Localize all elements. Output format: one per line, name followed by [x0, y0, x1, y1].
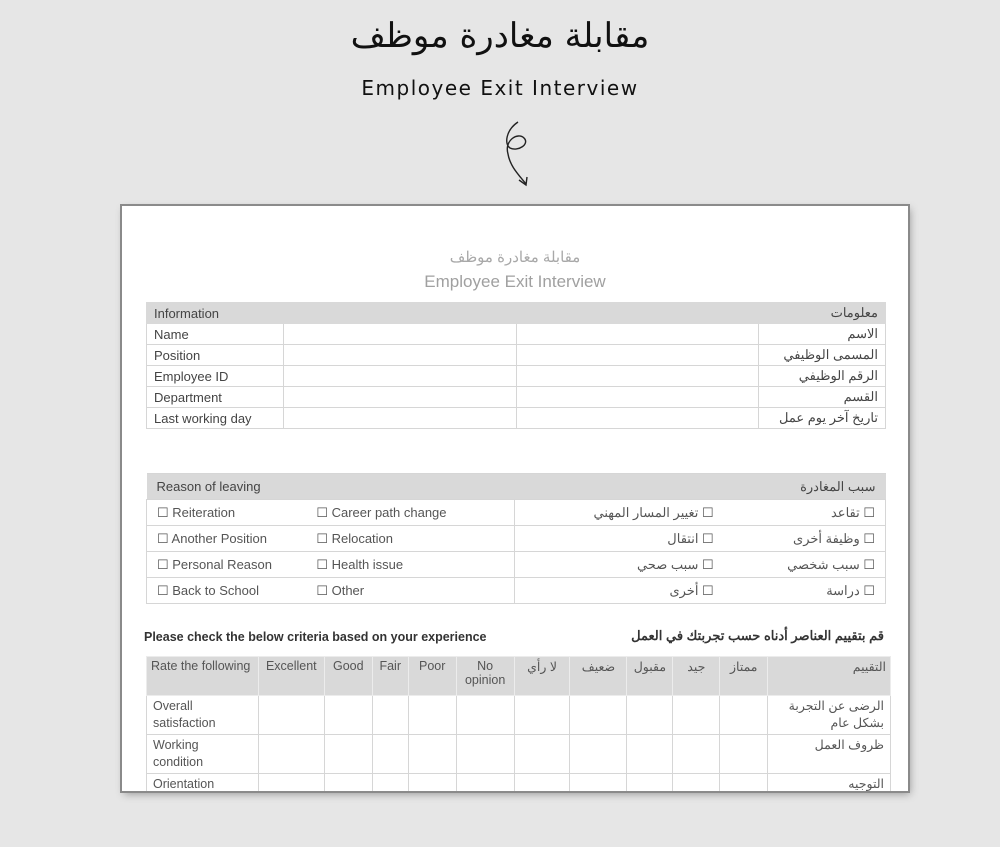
field-label-arabic: الاسم	[759, 324, 886, 345]
rating-cell[interactable]	[514, 735, 570, 774]
position-input-cell-arabic[interactable]	[516, 345, 759, 366]
rating-cell[interactable]	[570, 696, 627, 735]
column-header: Fair	[372, 657, 408, 696]
form-document	[122, 206, 908, 791]
table-row	[147, 366, 886, 387]
column-header: Excellent	[258, 657, 324, 696]
criteria-label: Working condition	[147, 735, 259, 774]
rating-cell[interactable]	[720, 735, 768, 774]
criteria-label-arabic: التوجيه	[768, 774, 891, 792]
reason-table	[146, 473, 886, 604]
field-label-arabic: تاريخ آخر يوم عمل	[759, 408, 886, 429]
checkbox-option[interactable]: ☐ Reiteration	[147, 500, 307, 526]
rating-header-row	[147, 657, 891, 696]
information-header-row	[147, 303, 886, 324]
rating-cell[interactable]	[627, 774, 673, 792]
checkbox-option-arabic[interactable]: ☐ دراسة	[724, 578, 886, 604]
rating-cell[interactable]	[627, 696, 673, 735]
criteria-label: Orientation	[147, 774, 259, 792]
rating-cell[interactable]	[673, 774, 720, 792]
rating-cell[interactable]	[673, 696, 720, 735]
rating-cell[interactable]	[408, 735, 456, 774]
column-header: Rate the following	[147, 657, 259, 696]
checkbox-option-arabic[interactable]: ☐ سبب شخصي	[724, 552, 886, 578]
table-row	[147, 387, 886, 408]
information-heading: Information	[147, 303, 517, 324]
information-table	[146, 302, 886, 429]
column-header: ضعيف	[570, 657, 627, 696]
criteria-label-arabic: ظروف العمل	[768, 735, 891, 774]
rating-cell[interactable]	[514, 774, 570, 792]
column-header: مقبول	[627, 657, 673, 696]
column-header: جيد	[673, 657, 720, 696]
reason-heading: Reason of leaving	[147, 474, 515, 500]
rating-cell[interactable]	[258, 696, 324, 735]
department-input-cell-arabic[interactable]	[516, 387, 759, 408]
checkbox-option[interactable]: ☐ Health issue	[306, 552, 514, 578]
rating-cell[interactable]	[720, 696, 768, 735]
checkbox-option[interactable]: ☐ Back to School	[147, 578, 307, 604]
department-input-cell[interactable]	[283, 387, 516, 408]
checkbox-option[interactable]: ☐ Career path change	[306, 500, 514, 526]
rating-cell[interactable]	[720, 774, 768, 792]
table-row	[147, 345, 886, 366]
table-row	[147, 408, 886, 429]
column-header: Poor	[408, 657, 456, 696]
checkbox-option[interactable]: ☐ Personal Reason	[147, 552, 307, 578]
last-working-day-input-cell-arabic[interactable]	[516, 408, 759, 429]
employee-id-input-cell-arabic[interactable]	[516, 366, 759, 387]
reason-heading-arabic: سبب المغادرة	[514, 474, 885, 500]
field-label: Position	[147, 345, 284, 366]
rating-cell[interactable]	[372, 735, 408, 774]
checkbox-option-arabic[interactable]: ☐ تقاعد	[724, 500, 886, 526]
table-row	[147, 696, 891, 735]
checkbox-option[interactable]: ☐ Another Position	[147, 526, 307, 552]
field-label: Name	[147, 324, 284, 345]
document-title-arabic: مقابلة مغادرة موظف	[449, 249, 581, 266]
rating-table	[146, 656, 891, 791]
table-row	[147, 324, 886, 345]
column-header: Good	[324, 657, 372, 696]
table-row	[147, 578, 886, 604]
last-working-day-input-cell[interactable]	[283, 408, 516, 429]
rating-cell[interactable]	[627, 735, 673, 774]
criteria-instruction-arabic: قم بتقييم العناصر أدناه حسب تجربتك في العمل	[631, 628, 884, 643]
rating-cell[interactable]	[372, 774, 408, 792]
field-label-arabic: المسمى الوظيفي	[759, 345, 886, 366]
rating-cell[interactable]	[673, 735, 720, 774]
rating-cell[interactable]	[372, 696, 408, 735]
position-input-cell[interactable]	[283, 345, 516, 366]
checkbox-option-arabic[interactable]: ☐ أخرى	[514, 578, 724, 604]
checkbox-option-arabic[interactable]: ☐ سبب صحي	[514, 552, 724, 578]
hero-title-english: Employee Exit Interview	[361, 76, 639, 100]
rating-cell[interactable]	[456, 735, 514, 774]
arrow-icon	[496, 118, 536, 190]
rating-cell[interactable]	[408, 774, 456, 792]
criteria-instruction: Please check the below criteria based on your experience	[144, 630, 487, 644]
table-row	[147, 500, 886, 526]
employee-id-input-cell[interactable]	[283, 366, 516, 387]
reason-header-row	[147, 474, 886, 500]
column-header: التقييم	[768, 657, 891, 696]
field-label: Last working day	[147, 408, 284, 429]
rating-cell[interactable]	[570, 735, 627, 774]
criteria-label-arabic: الرضى عن التجربة بشكل عام	[768, 696, 891, 735]
rating-cell[interactable]	[324, 696, 372, 735]
field-label: Department	[147, 387, 284, 408]
information-heading-arabic: معلومات	[516, 303, 886, 324]
table-row	[147, 526, 886, 552]
checkbox-option-arabic[interactable]: ☐ انتقال	[514, 526, 724, 552]
rating-cell[interactable]	[408, 696, 456, 735]
checkbox-option[interactable]: ☐ Other	[306, 578, 514, 604]
checkbox-option[interactable]: ☐ Relocation	[306, 526, 514, 552]
hero-title-arabic: مقابلة مغادرة موظف	[350, 16, 650, 56]
column-header: لا رأي	[514, 657, 570, 696]
table-row	[147, 774, 891, 792]
table-row	[147, 735, 891, 774]
criteria-label: Overall satisfaction	[147, 696, 259, 735]
rating-cell[interactable]	[570, 774, 627, 792]
rating-cell[interactable]	[456, 774, 514, 792]
field-label-arabic: الرقم الوظيفي	[759, 366, 886, 387]
name-input-cell-arabic[interactable]	[516, 324, 759, 345]
rating-cell[interactable]	[514, 696, 570, 735]
checkbox-option-arabic[interactable]: ☐ وظيفة أخرى	[724, 526, 886, 552]
document-title-english: Employee Exit Interview	[424, 272, 606, 291]
rating-cell[interactable]	[258, 735, 324, 774]
column-header: No opinion	[456, 657, 514, 696]
rating-cell[interactable]	[258, 774, 324, 792]
field-label: Employee ID	[147, 366, 284, 387]
rating-cell[interactable]	[456, 696, 514, 735]
rating-cell[interactable]	[324, 735, 372, 774]
name-input-cell[interactable]	[283, 324, 516, 345]
checkbox-option-arabic[interactable]: ☐ تغيير المسار المهني	[514, 500, 724, 526]
table-row	[147, 552, 886, 578]
rating-cell[interactable]	[324, 774, 372, 792]
field-label-arabic: القسم	[759, 387, 886, 408]
column-header: ممتاز	[720, 657, 768, 696]
